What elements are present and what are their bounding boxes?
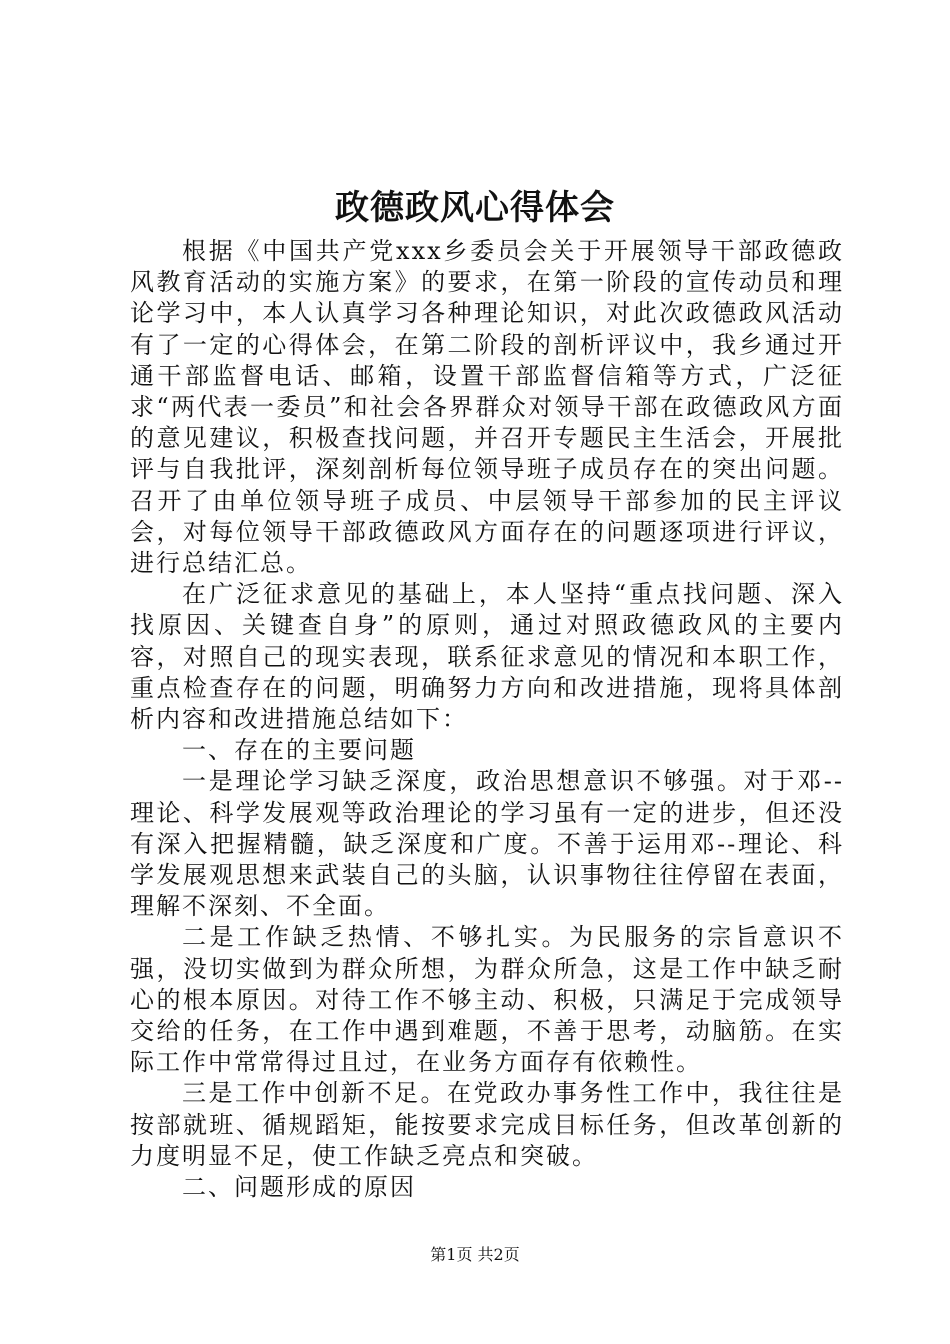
paragraph-intro: 根据《中国共产党xxx乡委员会关于开展领导干部政德政风教育活动的实施方案》的要求，在第一阶段的宣传动员和理论学习中，本人认真学习各种理论知识，对此次政德政风活动有了一定的心得体会，在第二阶段的剖析评议中，我乡通过开通干部监督电话、邮箱，设置干部监督信箱等方式，广泛征求“两代表一委员”和社会各界群众对领导干部在政德政风方面的意见建议，积极查找问题，并召开专题民主生活会，开展批评与自我批评，深刻剖析每位领导班子成员存在的突出问题。召开了由单位领导班子成员、中层领导干部参加的民主评议会，对每位领导干部政德政风方面存在的问题逐项进行评议，进行总结汇总。 (130, 237, 844, 578)
section-heading-causes: 二、问题形成的原因 (182, 1173, 416, 1202)
page-footer: 第1页 共2页 (430, 1245, 520, 1264)
paragraph-principle: 在广泛征求意见的基础上，本人坚持“重点找问题、深入找原因、关键查自身”的原则，通过对照政德政风的主要内容，对照自己的现实表现，联系征求意见的情况和本职工作，重点检查存在的问题，明确努力方向和改进措施，现将具体剖析内容和改进措施总结如下： (130, 580, 844, 734)
section-heading-problems: 一、存在的主要问题 (182, 736, 416, 765)
document-title: 政德政风心得体会 (335, 188, 615, 228)
document-body (130, 236, 844, 1203)
paragraph-problem-3: 三是工作中创新不足。在党政办事务性工作中，我往往是按部就班、循规蹈矩，能按要求完成目标任务，但改革创新的力度明显不足，使工作缺乏亮点和突破。 (130, 1079, 844, 1170)
paragraph-problem-2: 二是工作缺乏热情、不够扎实。为民服务的宗旨意识不强，没切实做到为群众所想，为群众所急，这是工作中缺乏耐心的根本原因。对待工作不够主动、积极，只满足于完成领导交给的任务，在工作中遇到难题，不善于思考，动脑筋。在实际工作中常常得过且过，在业务方面存有依赖性。 (130, 923, 844, 1077)
paragraph-problem-1: 一是理论学习缺乏深度，政治思想意识不够强。对于邓--理论、科学发展观等政治理论的学习虽有一定的进步，但还没有深入把握精髓，缺乏深度和广度。不善于运用邓--理论、科学发展观思想来武装自己的头脑，认识事物往往停留在表面，理解不深刻、不全面。 (130, 767, 844, 921)
